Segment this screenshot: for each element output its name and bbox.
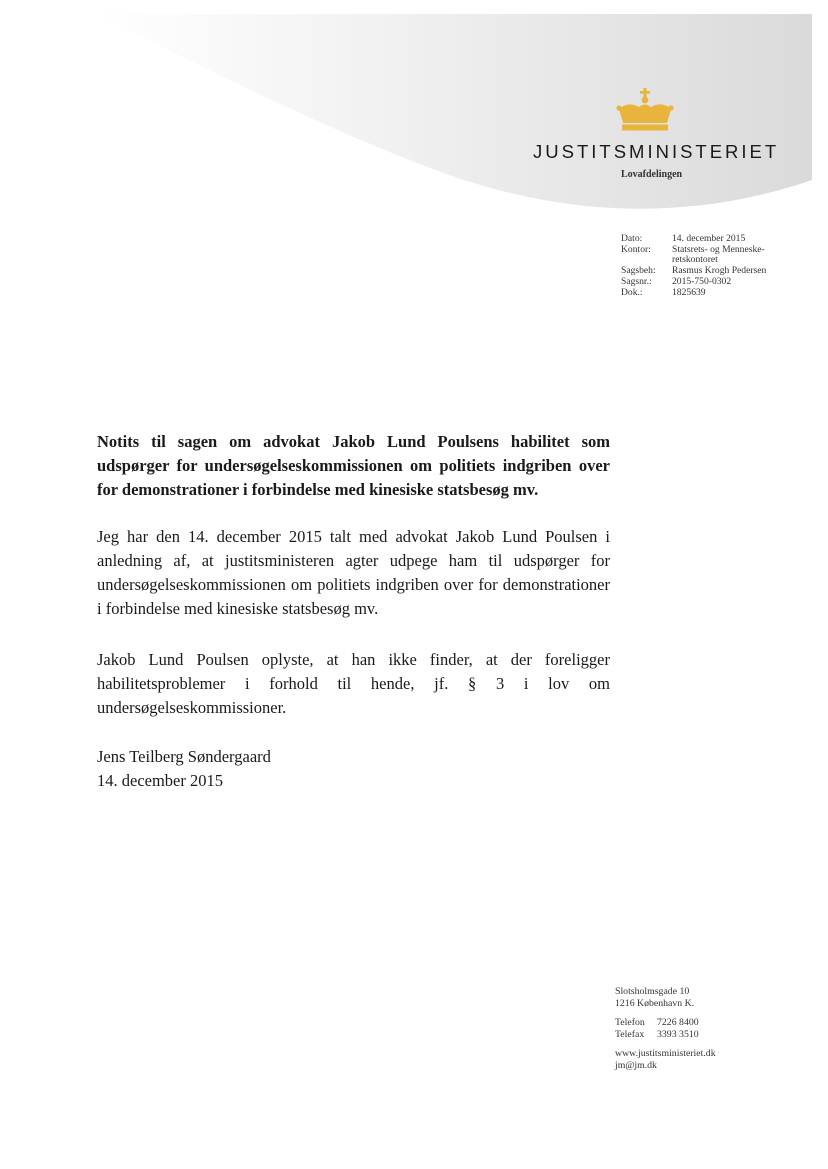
meta-label: Dato: xyxy=(621,233,643,244)
website-link[interactable]: www.justitsministeriet.dk xyxy=(615,1048,716,1060)
footer-phones xyxy=(615,1017,716,1040)
royal-crown-icon xyxy=(614,88,676,134)
meta-value: 14. december 2015 xyxy=(672,233,746,244)
document-metadata xyxy=(621,234,792,298)
meta-label: Kontor: xyxy=(621,243,651,255)
header-swoosh xyxy=(0,0,828,240)
fax-label: Telefax xyxy=(615,1028,645,1040)
footer-web xyxy=(615,1048,716,1071)
ministry-name: JUSTITSMINISTERIET xyxy=(533,141,780,162)
memo-title: Notits til sagen om advokat Jakob Lund Poulsens habilitet som udspørger for undersøgelseskommissionen om politiets indgriben over for demonstrationer i forbindelse med kinesiske statsbesøg mv. xyxy=(97,432,610,499)
meta-row-case-number xyxy=(621,277,792,288)
phone-label: Telefon xyxy=(615,1017,645,1029)
meta-value: 2015-750-0302 xyxy=(672,275,732,287)
meta-row-document xyxy=(621,288,792,299)
phone-line xyxy=(615,1017,716,1029)
meta-label: Sagsnr.: xyxy=(621,275,652,287)
signature-name: Jens Teilberg Søndergaard xyxy=(97,747,271,766)
email-link[interactable]: jm@jm.dk xyxy=(615,1059,657,1071)
fax-number: 3393 3510 xyxy=(657,1028,699,1040)
meta-value: Rasmus Krogh Pedersen xyxy=(672,265,767,277)
footer-address xyxy=(615,986,716,1009)
address-city: 1216 København K. xyxy=(615,997,695,1009)
signature-block xyxy=(97,745,610,793)
fax-line xyxy=(615,1029,716,1041)
meta-value: 1825639 xyxy=(672,286,706,298)
footer-contact xyxy=(615,986,716,1080)
meta-value: Statsrets- og Menneske-retskontoret xyxy=(672,243,765,266)
body-paragraph: Jeg har den 14. december 2015 talt med advokat Jakob Lund Poulsen i anledning af, at justitsministeren agter udpege ham til udspørger for undersøgelseskommissionen om politiets indgriben over for demonstrationer i forbindelse med kinesiske statsbesøg mv. xyxy=(97,527,610,618)
address-street: Slotsholmsgade 10 xyxy=(615,986,690,997)
meta-label: Dok.: xyxy=(621,286,643,298)
department-name: Lovafdelingen xyxy=(621,169,683,180)
body-paragraph: Jakob Lund Poulsen oplyste, at han ikke finder, at der foreligger habilitetsproblemer i forhold til hende, jf. § 3 i lov om undersøgelseskommissioner. xyxy=(97,650,610,717)
phone-number: 7226 8400 xyxy=(657,1017,699,1029)
signature-date: 14. december 2015 xyxy=(97,771,223,790)
meta-label: Sagsbeh: xyxy=(621,265,656,277)
meta-row-office xyxy=(621,245,792,266)
